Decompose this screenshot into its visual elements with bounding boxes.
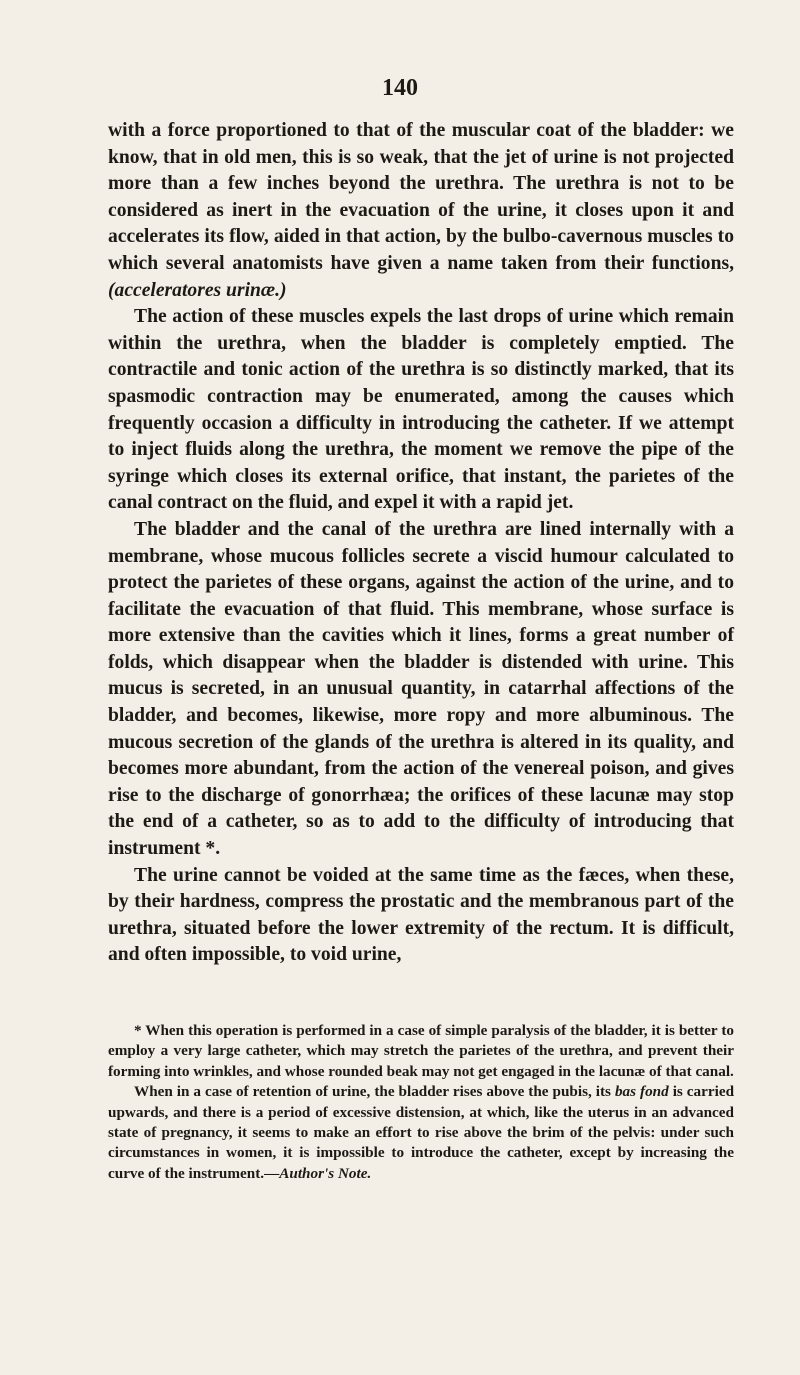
footnote-text: is carried upwards, and there is a period of excessive distension, at which, like the uterus in an advanced state of pregnancy, it seems to make an effort to rise above the brim of the pelvis: under such circumstances in women, it is impossible to introduce the catheter, except by increasing the curve of the instrument.— [108, 1083, 735, 1182]
paragraph: The bladder and the canal of the urethra are lined internally with a membrane, whose mucous follicles secrete a viscid humour calculated to protect the parietes of these organs, against the action of the urine, and to facilitate the evacuation of that fluid. This membrane, whose surface is more extensive than the cavities which it lines, forms a great number of folds, which disappear when the bladder is distended with urine. This mucus is secreted, in an unusual quantity, in catarrhal affections of the bladder, and becomes, likewise, more ropy and more albuminous. The mucous secretion of the glands of the urethra is altered in its quality, and becomes more abundant, from the action of the venereal poison, and gives rise to the discharge of gonorrhæa; the orifices of these lacunæ may stop the end of a catheter, so as to add to the difficulty of introducing that instrument *. [108, 518, 734, 860]
footnote-text: When in a case of retention of urine, the bladder rises above the pubis, its [134, 1083, 611, 1101]
paragraph: The urine cannot be voided at the same time as the fæces, when these, by their hardness, compress the prostatic and the membranous part of the urethra, situated before the lower extremity of the rectum. It is difficult, and often impossible, to void urine, [108, 864, 734, 966]
body-text [108, 118, 734, 969]
author-note: Author's Note. [279, 1164, 372, 1182]
latin-term: (acceleratores urinæ.) [108, 279, 287, 301]
footnote-paragraph: * When this operation is performed in a case of simple paralysis of the bladder, it is better to employ a very large catheter, which may stretch the parietes of the urethra, and prevent their forming into wrinkles, and whose rounded beak may not get engaged in the lacunæ of that canal. [108, 1022, 734, 1080]
paragraph-text: with a force proportioned to that of the muscular coat of the bladder: we know, that in old men, this is so weak, that the jet of urine is not projected more than a few inches beyond the urethra. The urethra is not to be considered as inert in the evacuation of the urine, it closes upon it and accelerates its flow, aided in that action, by the bulbo-cavernous muscles to which several anatomists have given a name taken from their functions, [108, 120, 734, 274]
footnote-paragraph [108, 1082, 734, 1184]
paragraph [108, 118, 734, 304]
italic-term: bas fond [614, 1083, 669, 1101]
paragraph: The action of these muscles expels the last drops of urine which remain within the urethra, when the bladder is completely emptied. The contractile and tonic action of the urethra is so distinctly marked, that its spasmodic contraction may be enumerated, among the causes which frequently occasion a difficulty in introducing the catheter. If we attempt to inject fluids along the urethra, the moment we remove the pipe of the syringe which closes its external orifice, that instant, the parietes of the canal contract on the fluid, and expel it with a rapid jet. [108, 306, 734, 514]
page-number: 140 [382, 75, 418, 101]
footnote [108, 1021, 734, 1184]
